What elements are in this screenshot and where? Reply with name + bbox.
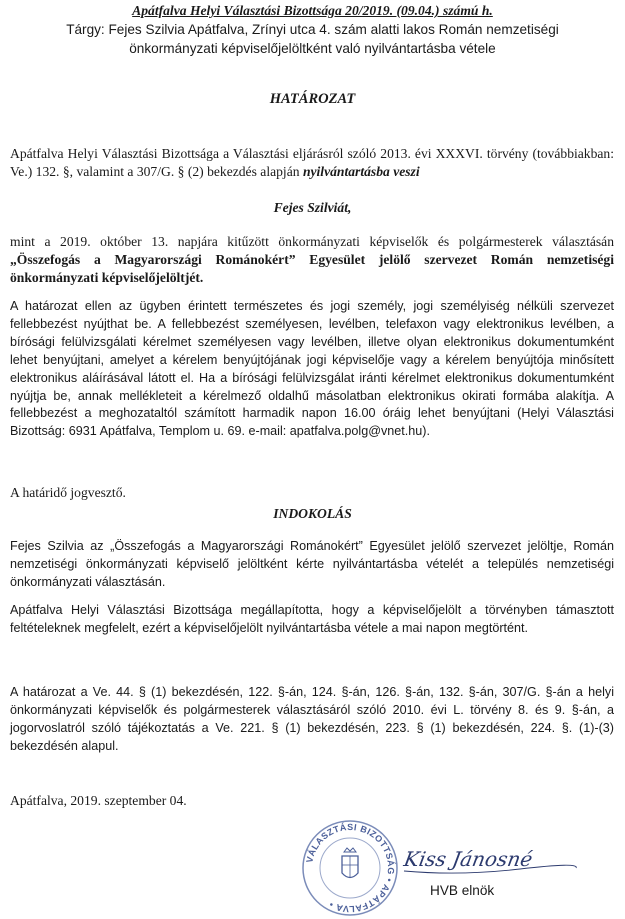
candidate-name: Fejes Szilviát, [273, 200, 352, 215]
reasoning-paragraph-2: Apátfalva Helyi Választási Bizottsága megállapította, hogy a képviselőjelölt a törvényben támasztott feltételeknek megfelelt, ezért a képviselőjelölt nyilvántartásba vétele a mai napon megtörtént. [10, 603, 614, 635]
svg-text:Kiss Jánosné: Kiss Jánosné [402, 847, 535, 871]
decision-intro-emphasis: nyilvántartásba veszi [302, 163, 420, 179]
resolution-number-text: Apátfalva Helyi Választási Bizottsága 20/2019. (09.04.) számú h. [132, 3, 493, 18]
reasoning-paragraph-3: A határozat a Ve. 44. § (1) bekezdésén, 122. §-án, 124. §-án, 126. §-án, 132. §-án, 307/G. §-án a helyi önkormányzati képviselők és polgármesterek választásáról szóló 2010. évi L. törvény 8. és 9. §-án, a jogorvoslatról szóló tájékoztatás a Ve. 221. § (1) bekezdésén, 223. § (1) bekezdésén, 224. §. (1)-(3) bekezdésén alapul. [10, 685, 614, 753]
decision-paragraph-2 [10, 233, 614, 286]
official-stamp [300, 818, 400, 918]
stamp-text: VÁLASZTÁSI BIZOTTSÁG • APÁTFALVA • [304, 821, 397, 915]
deadline-note: A határidő jogvesztő. [10, 485, 126, 500]
candidate-organization: „Összefogás a Magyarországi Románokért” Egyesület jelölő szervezet Román nemzetiségi önkormányzati képviselőjelöltjét. [10, 251, 614, 285]
place-date: Apátfalva, 2019. szeptember 04. [10, 793, 187, 808]
decision-intro-text: Apátfalva Helyi Választási Bizottsága a Választási eljárásról szóló 2013. évi XXXVI. törvény (továbbiakban: Ve.) 132. §, valamint a 307/G. § (2) bekezdés alapján [10, 146, 614, 179]
handwritten-signature [400, 838, 580, 878]
signer-title: HVB elnök [430, 883, 495, 898]
decision-intro [10, 145, 614, 181]
reasoning-title: INDOKOLÁS [273, 506, 352, 521]
resolution-number [0, 2, 625, 20]
reasoning-paragraph-1: Fejes Szilvia az „Összefogás a Magyarországi Románokért” Egyesület jelölő szervezet jelöltje, Román nemzetiségi önkormányzati képviselő jelöltként kérte nyilvántartásba vételét a település nemzetiségi önkormányzati választásán. [10, 539, 614, 589]
decision-title: HATÁROZAT [269, 91, 356, 107]
decision-paragraph-2-text: mint a 2019. október 13. napjára kitűzött önkormányzati képviselők és polgármesterek választásán [10, 234, 614, 249]
subject-line-2: önkormányzati képviselőjelöltként való nyilvántartásba vétele [129, 41, 496, 56]
subject-line-1: Tárgy: Fejes Szilvia Apátfalva, Zrínyi utca 4. szám alatti lakos Román nemzetiségi [66, 22, 559, 37]
crown-icon [344, 848, 356, 852]
appeal-paragraph: A határozat ellen az ügyben érintett természetes és jogi személy, jogi személyiség nélküli szervezet fellebbezést nyújthat be. A fellebbezést személyesen, levélben, telefaxon vagy elektronikus levélben, a bírósági felülvizsgálati kérelmet személyesen vagy levélben, illetve olyan elektronikus dokumentumként lehet benyújtani, amelyet a kérelem benyújtójának jogi képviselője vagy a kérelem benyújtója minősített elektronikus aláírásával látott el. Ha a bírósági felülvizsgálat iránti kérelmet elektronikus dokumentumként nyújtja be, annak mellékleteit a kérelmező oldalhű másolatban elektronikus okirati formába alakítja. A fellebbezést a meghozataltól számított harmadik napon 16.00 óráig lehet benyújtani (Helyi Választási Bizottság: 6931 Apátfalva, Templom u. 69. e-mail: apatfalva.polg@vnet.hu). [10, 299, 614, 439]
